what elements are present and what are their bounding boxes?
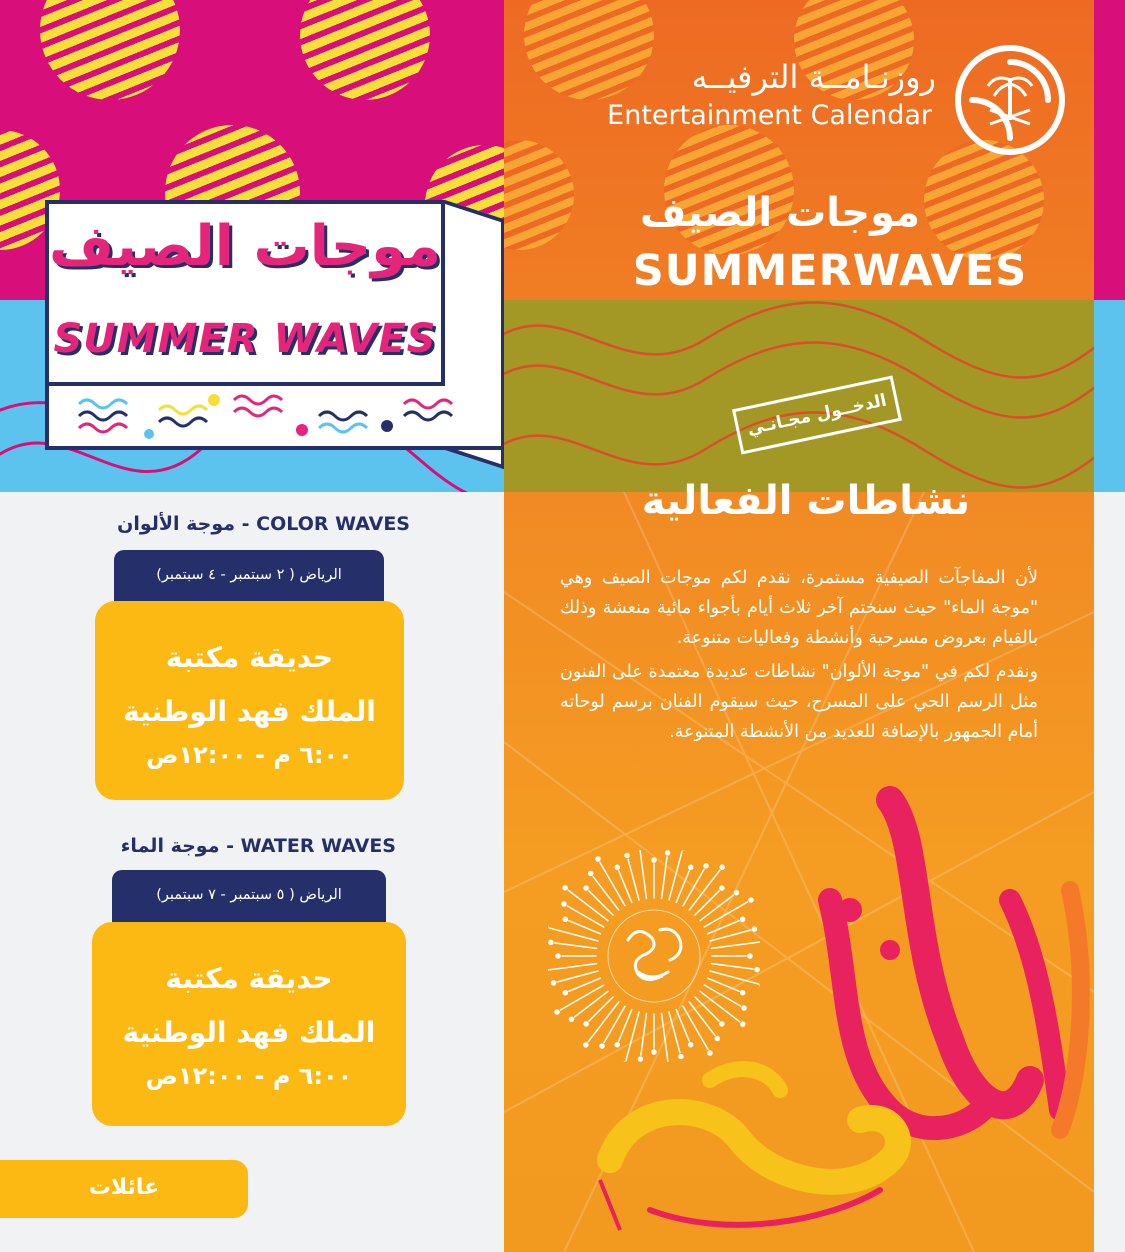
burst-dot	[584, 1043, 588, 1047]
venue-line: الملك فهد الوطنية	[122, 1016, 376, 1049]
burst-dot	[552, 981, 556, 985]
logo-box-bottom	[45, 386, 505, 450]
burst-dot	[555, 1010, 559, 1014]
brand-name-ar: روزنـامــة الترفيــه	[691, 58, 936, 96]
event-city-dates-tag: الرياض ( ٢ سبتمبر - ٤ سبتمبر)	[114, 550, 384, 602]
burst-dot	[563, 917, 567, 921]
burst-dot	[549, 940, 553, 944]
brand-name-en: Entertainment Calendar	[607, 100, 932, 131]
wave-pattern-icon	[69, 390, 519, 446]
al-adha-calligraphy-icon	[590, 780, 1090, 1240]
burst-dot	[584, 1022, 588, 1026]
saudi-palm-swords-emblem-icon	[950, 40, 1070, 160]
event-header-color-waves: موجة الألوان - COLOR WAVES	[117, 513, 410, 535]
venue-line: الملك فهد الوطنية	[123, 695, 376, 728]
event-time: ٦:٠٠ م - ١٢:٠٠ص	[146, 741, 353, 769]
burst-dot	[556, 954, 560, 958]
edge-strip-pink	[1094, 0, 1125, 300]
event-venue	[92, 952, 406, 1060]
event-header-water-waves: موجة الماء - WATER WAVES	[120, 835, 396, 857]
activities-heading: نشاطات الفعالية	[641, 478, 970, 524]
description-paragraph: ونقدم لكم في "موجة الألوان" نشاطات عديدة معتمدة على الفنون مثل الرسم الحي على المسرح، حيث سيقوم الفنان برسم لوحاته أمام الجمهور بالإضافة للعديد من الأنشطة المتنوعة.	[560, 662, 1038, 742]
event-venue-card	[92, 922, 406, 1126]
activities-description	[560, 563, 1038, 751]
event-title-en: SUMMERWAVES	[632, 246, 1028, 296]
event-venue	[95, 631, 404, 739]
burst-dot	[584, 886, 588, 890]
logo-title-ar: موجات الصيف	[49, 214, 441, 279]
burst-dot	[563, 886, 567, 890]
event-city-dates-tag: الرياض ( ٥ سبتمبر - ٧ سبتمبر)	[112, 870, 386, 922]
venue-line: حديقة مكتبة	[165, 962, 333, 995]
audience-badge: عائلات	[0, 1160, 248, 1218]
event-venue-card	[95, 601, 404, 800]
burst-dot	[562, 902, 566, 906]
edge-strip-blue	[1094, 300, 1125, 492]
venue-line: حديقة مكتبة	[165, 641, 334, 674]
event-time: ٦:٠٠ م - ١٢:٠٠ص	[145, 1062, 353, 1090]
free-admission-stamp: الدخــول مجـانـي	[732, 375, 902, 454]
event-title-ar: موجات الصيف	[640, 190, 920, 236]
logo-title-en: SUMMER WAVES	[53, 316, 437, 362]
burst-dot	[569, 1017, 573, 1021]
burst-dot	[563, 991, 567, 995]
description-paragraph: لأن المفاجآت الصيفية مستمرة، نقدم لكم موجات الصيف وهي "موجة الماء" حيث سنختم آخر ثلاث أيام بأجواء مائية منعشة وذلك بالقيام بعروض مسرحية وأنشطة وفعاليات متنوعة.	[560, 568, 1038, 648]
